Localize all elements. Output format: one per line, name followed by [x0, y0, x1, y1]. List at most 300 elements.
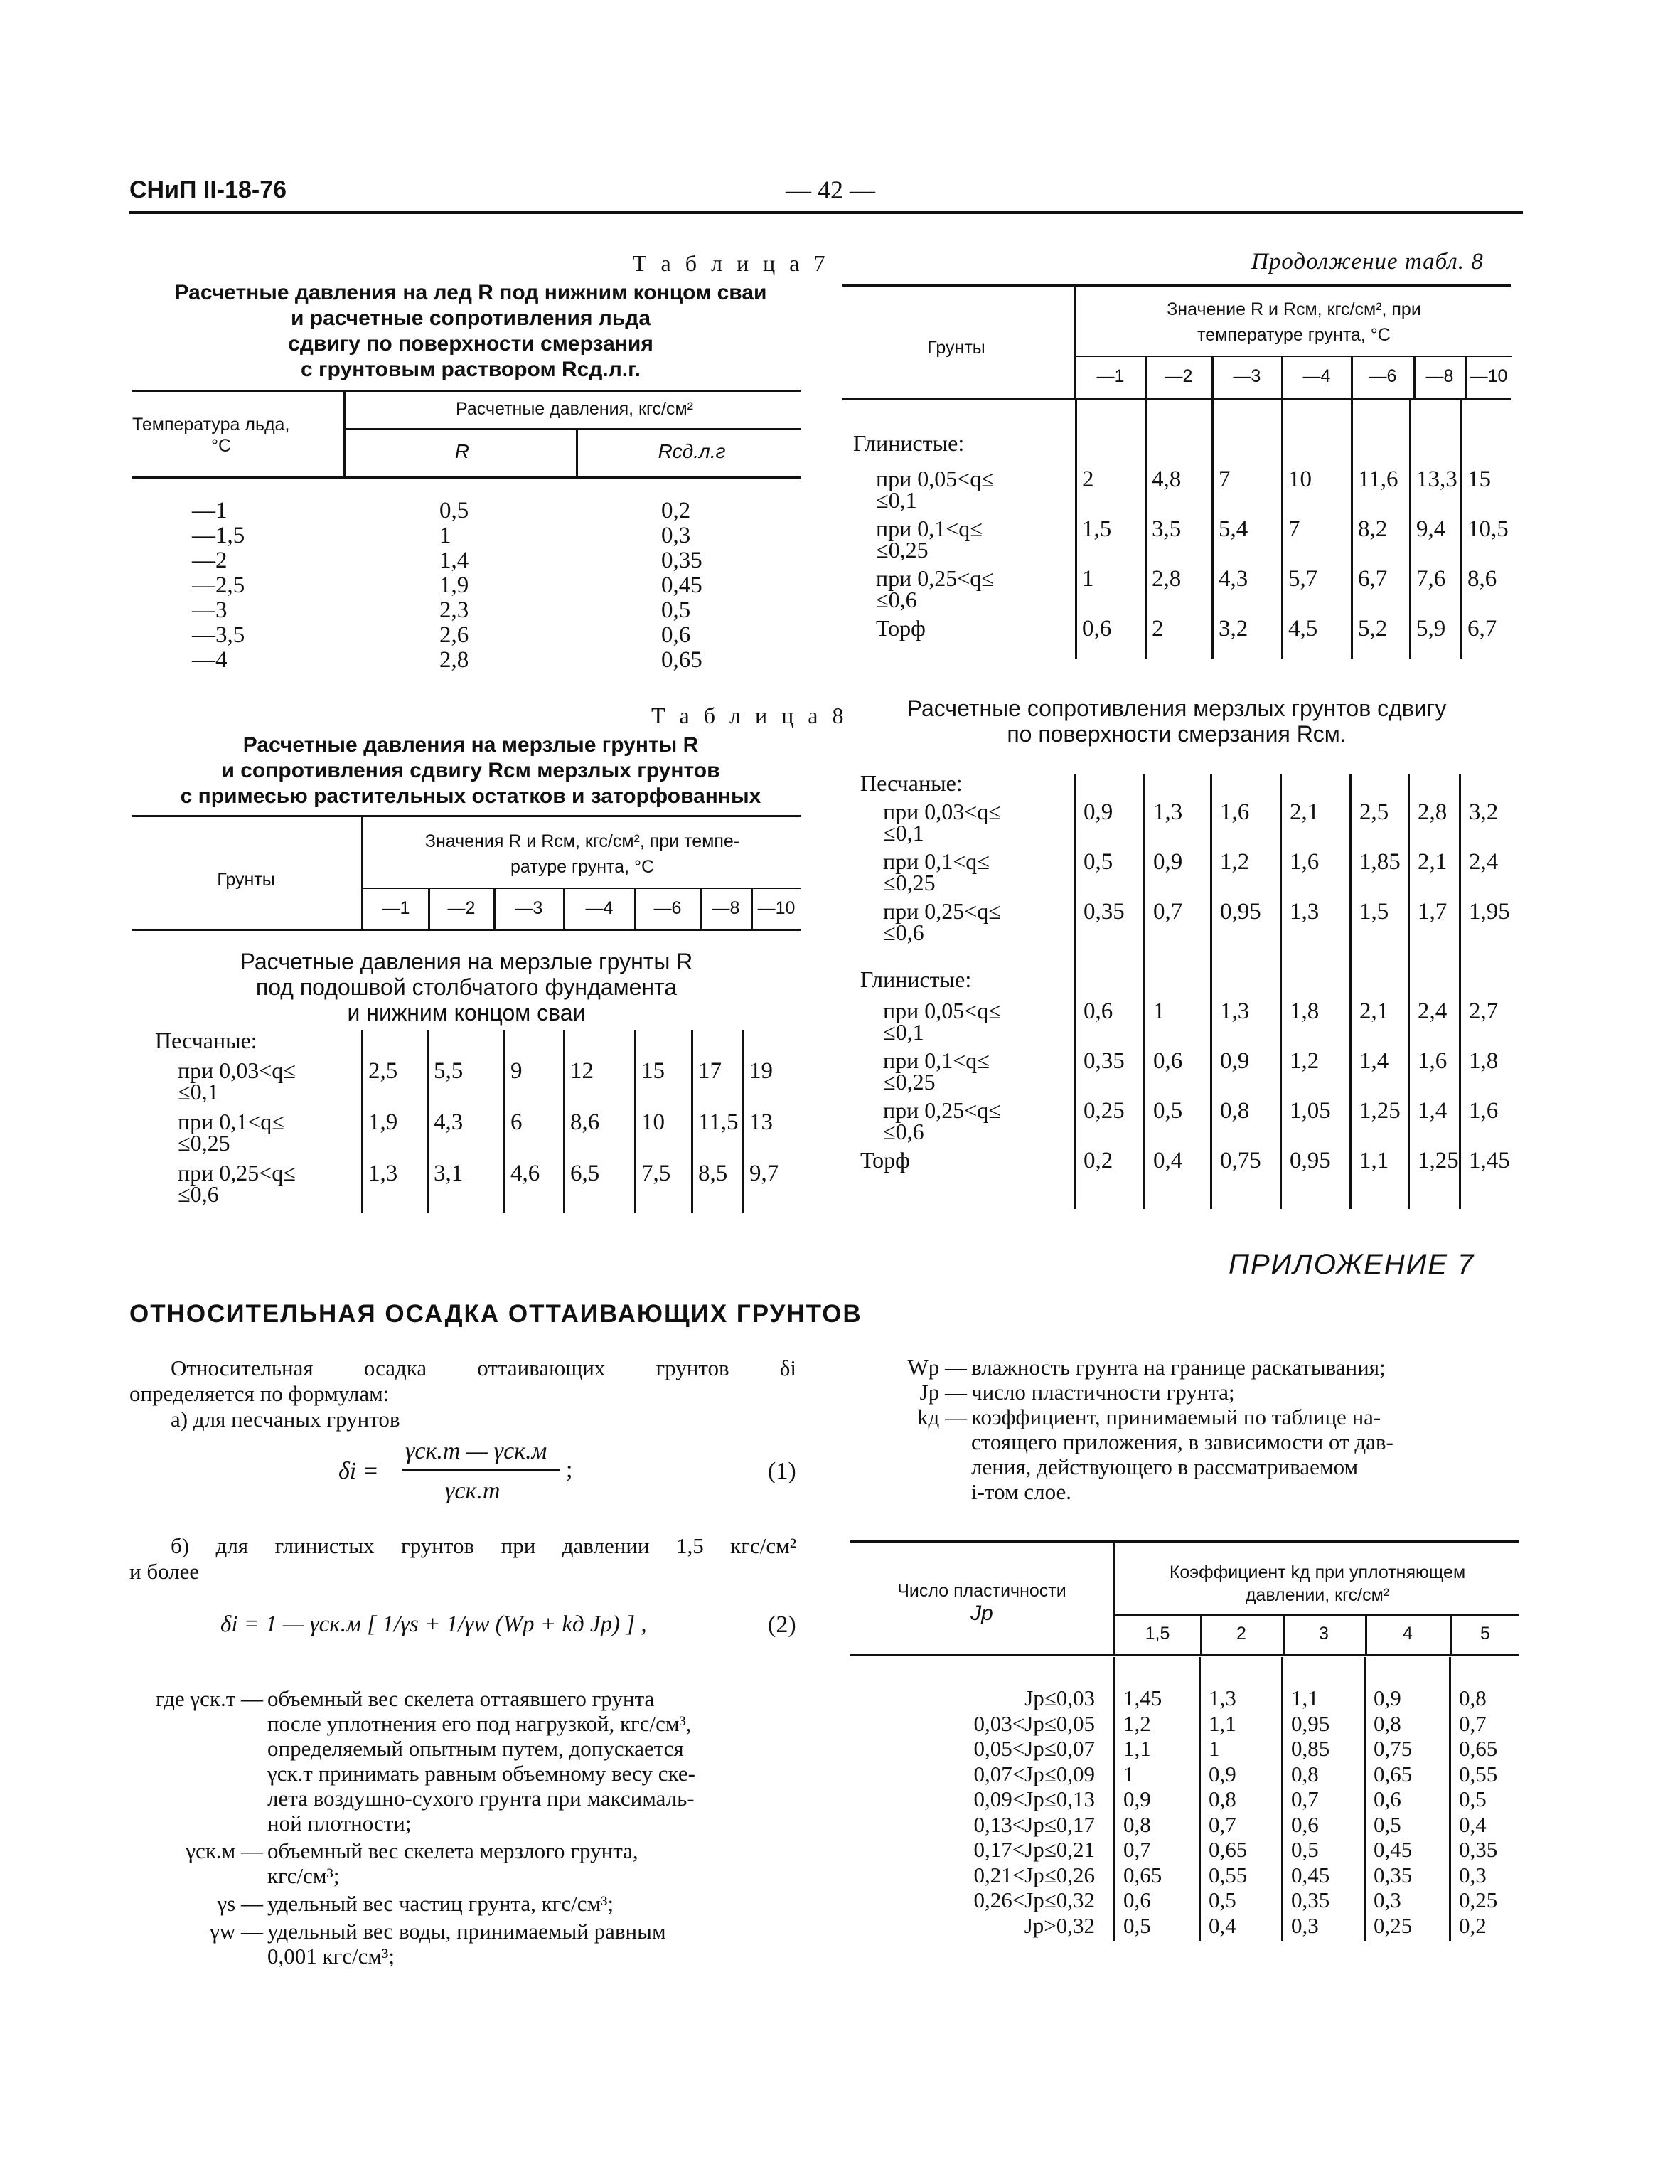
- kd-head-bottom-rule: [850, 1654, 1519, 1656]
- table8cont-value: 2,5: [1359, 799, 1389, 825]
- kd-jp: 0,21<Jр≤0,26: [973, 1863, 1095, 1887]
- table8cont-clay2-label: Глинистые:: [860, 966, 972, 992]
- table7-temp: —3,5: [192, 622, 245, 648]
- table8-top-rule: [132, 815, 801, 817]
- table8-header-group-2: ратуре грунта, °С: [510, 857, 655, 877]
- table8cont-value: 13,3: [1416, 467, 1457, 492]
- kd-jp: Jр>0,32: [1024, 1913, 1095, 1938]
- kd-jp: 0,05<Jр≤0,07: [973, 1736, 1095, 1761]
- table8cont-row-label: при 0,1<q≤: [883, 848, 990, 874]
- table8cont-row-label: при 0,05<q≤: [883, 998, 1001, 1023]
- table8cont-value: 1,95: [1469, 899, 1510, 925]
- table7-temp: —1: [192, 498, 228, 523]
- table8-value: 9,7: [749, 1161, 779, 1186]
- table8cont-value: 1,25: [1359, 1098, 1401, 1124]
- table8cont-temp-divider: [1413, 357, 1416, 398]
- table8cont-row-label: при 0,03<q≤: [883, 799, 1001, 824]
- kd-value: 0,7: [1459, 1711, 1487, 1736]
- table7-Rsd: 0,3: [661, 523, 691, 548]
- table8cont-value: 0,35: [1084, 899, 1125, 925]
- table8cont-value: 0,25: [1084, 1098, 1125, 1124]
- table8cont-header-group-1: Значение R и Rсм, кгс/см², при: [1167, 299, 1421, 319]
- table8cont-col-divider: [1074, 774, 1076, 1209]
- table8cont-value: 1,6: [1469, 1098, 1499, 1124]
- table7-header-Rsd: Rсд.л.г: [658, 440, 726, 462]
- kd-value: 1,1: [1209, 1711, 1236, 1736]
- table8cont-value: 5,7: [1288, 566, 1318, 592]
- table8-temp-divider: [493, 889, 496, 929]
- table8cont-row-label: ≤0,6: [883, 1119, 924, 1144]
- table8cont-header-soil: Грунты: [927, 338, 985, 358]
- table8-row-label: ≤0,25: [178, 1130, 230, 1156]
- kd-col-divider: [1281, 1657, 1283, 1941]
- table7-R: 1,4: [439, 548, 469, 573]
- table8cont-value: 1: [1082, 566, 1094, 592]
- where-symbol: Wр —: [907, 1355, 967, 1380]
- where-text: кгс/см³;: [267, 1863, 340, 1888]
- formula2: δi = 1 — γск.м [ 1/γs + 1/γw (Wp + kд Jp) ] ,: [220, 1612, 647, 1637]
- table8-sand-label: Песчаные:: [155, 1028, 257, 1053]
- table8cont-value: 1,6: [1290, 849, 1320, 875]
- table8cont-value: 1,4: [1359, 1048, 1389, 1074]
- kd-jp: 0,26<Jр≤0,32: [973, 1887, 1095, 1912]
- kd-value: 0,35: [1374, 1863, 1413, 1887]
- page-number: — 42 —: [786, 176, 875, 204]
- kd-value: 0,25: [1374, 1913, 1413, 1938]
- table8cont-row-label: ≤0,1: [883, 820, 924, 846]
- where-text: влажность грунта на границе раскатывания;: [971, 1355, 1386, 1380]
- kd-header-group-1: Коэффициент kд при уплотняющем: [1169, 1562, 1466, 1582]
- table8cont-row-label: ≤0,1: [876, 487, 917, 513]
- table7-Rsd: 0,6: [661, 622, 691, 648]
- table7-R: 1,9: [439, 572, 469, 598]
- formula1-number: (1): [768, 1458, 796, 1484]
- kd-value: 0,3: [1459, 1863, 1487, 1887]
- where-symbol: γw —: [210, 1919, 263, 1944]
- kd-jp: 0,13<Jр≤0,17: [973, 1812, 1095, 1837]
- where-text: γск.т принимать равным объемному весу ске-: [267, 1761, 695, 1786]
- kd-col-divider: [1449, 1657, 1451, 1941]
- table8-header-group-1: Значения R и Rсм, кгс/см², при темпе-: [424, 831, 740, 851]
- table8cont-value: 2,1: [1418, 849, 1448, 875]
- table8cont-value: 1,7: [1418, 899, 1448, 925]
- formula1-fraction-bar: [402, 1469, 560, 1471]
- table8cont-temp: —2: [1165, 366, 1193, 386]
- kd-value: 0,5: [1459, 1786, 1487, 1811]
- kd-value: 1,1: [1123, 1736, 1151, 1761]
- kd-value: 0,8: [1374, 1711, 1401, 1736]
- kd-value: 0,7: [1209, 1812, 1236, 1837]
- table8cont-row-label: ≤0,6: [876, 587, 917, 612]
- kd-jp: Jр≤0,03: [1024, 1685, 1095, 1710]
- formula2-number: (2): [768, 1612, 796, 1638]
- table8cont-temp-divider: [1465, 357, 1467, 398]
- table8-value: 15: [641, 1058, 665, 1084]
- where-text: удельный вес воды, принимаемый равным: [267, 1919, 666, 1944]
- table8-caption-3: с примесью растительных остатков и заторфованных: [180, 784, 761, 808]
- table8-temp: —8: [712, 898, 740, 918]
- table7-caption-4: с грунтовым раствором Rсд.л.г.: [301, 358, 641, 381]
- table8cont-value: 5,9: [1416, 616, 1446, 641]
- where-text: удельный вес частиц грунта, кгс/см³;: [267, 1891, 614, 1916]
- table8cont-col-divider: [1210, 774, 1212, 1209]
- table7-header-R: R: [454, 440, 470, 462]
- table8cont-temp-divider: [1281, 357, 1283, 398]
- where-text: ления, действующего в рассматриваемом: [971, 1454, 1359, 1479]
- table8cont-value: 8,2: [1358, 516, 1388, 542]
- table8cont-row-label: при 0,25<q≤: [883, 1097, 1001, 1123]
- table8cont-clay-label: Глинистые:: [853, 430, 965, 456]
- table8-value: 7,5: [641, 1161, 671, 1186]
- table8-col-divider: [742, 1030, 744, 1213]
- kd-value: 0,85: [1291, 1736, 1330, 1761]
- table8cont-row-label: при 0,05<q≤: [876, 466, 994, 491]
- table8cont-header-group-2: температуре грунта, °С: [1197, 325, 1391, 345]
- table8-value: 5,5: [434, 1058, 464, 1084]
- table8cont-value: 7: [1219, 467, 1231, 492]
- table8-value: 8,5: [698, 1161, 728, 1186]
- table8cont-row-label: при 0,25<q≤: [876, 565, 994, 591]
- table8-temp: —2: [447, 898, 476, 918]
- where-symbol: где γск.т —: [155, 1686, 263, 1711]
- table8cont-value: 8,6: [1467, 566, 1497, 592]
- where-text: i-том слое.: [971, 1479, 1071, 1504]
- table8cont-value: 15: [1467, 467, 1491, 492]
- where-text: число пластичности грунта;: [971, 1380, 1235, 1405]
- table7-top-rule: [132, 390, 801, 392]
- table7-Rsd: 0,65: [661, 647, 702, 673]
- table7-vrule-1: [343, 391, 346, 476]
- kd-value: 0,5: [1123, 1913, 1151, 1938]
- table8cont-row-label: ≤0,25: [876, 537, 929, 563]
- table8cont-section2-1: Расчетные сопротивления мерзлых грунтов сдвигу: [906, 696, 1447, 721]
- table8cont-temp: —6: [1369, 366, 1397, 386]
- kd-jp: 0,07<Jр≤0,09: [973, 1762, 1095, 1786]
- table8-row-label: при 0,25<q≤: [178, 1160, 296, 1186]
- kd-value: 0,55: [1459, 1762, 1498, 1786]
- table7-Rsd: 0,5: [661, 597, 691, 623]
- table8cont-value: 1,05: [1290, 1098, 1331, 1124]
- table7-sub-rule: [345, 428, 801, 430]
- table8cont-value: 0,5: [1084, 849, 1113, 875]
- table8cont-row-label: ≤0,6: [883, 920, 924, 945]
- table8cont-value: 1,4: [1418, 1098, 1448, 1124]
- table8cont-value: 1,8: [1290, 998, 1320, 1024]
- kd-value: 0,25: [1459, 1887, 1498, 1912]
- table8cont-value: 6,7: [1467, 616, 1497, 641]
- table7-Rsd: 0,35: [661, 548, 702, 573]
- table8-temp-divider: [428, 889, 430, 929]
- kd-pressure-divider: [1200, 1616, 1202, 1654]
- kd-pressure: 2: [1236, 1624, 1246, 1644]
- table8cont-value: 10: [1288, 467, 1312, 492]
- kd-jp: 0,09<Jр≤0,13: [973, 1786, 1095, 1811]
- table8cont-value: 3,2: [1219, 616, 1248, 641]
- kd-value: 0,8: [1459, 1685, 1487, 1710]
- table7-temp: —2: [192, 548, 228, 573]
- kd-pressure: 3: [1319, 1624, 1329, 1644]
- table8cont-row-label: Торф: [860, 1147, 910, 1173]
- table8cont-value: 0,2: [1084, 1148, 1113, 1173]
- where-symbol: Jр —: [919, 1380, 967, 1405]
- table8cont-value: 7,6: [1416, 566, 1446, 592]
- table8cont-value: 1,5: [1082, 516, 1112, 542]
- table7-R: 0,5: [439, 498, 469, 523]
- formula1-lhs: δi =: [338, 1458, 379, 1484]
- table8-value: 6,5: [570, 1161, 600, 1186]
- table7-temp: —2,5: [192, 572, 245, 598]
- where-text: 0,001 кгс/см³;: [267, 1944, 395, 1969]
- table8cont-value: 1: [1153, 998, 1165, 1024]
- table8cont-value: 1,5: [1359, 899, 1389, 925]
- kd-value: 0,65: [1209, 1837, 1248, 1862]
- table8cont-col-divider: [1408, 774, 1410, 1209]
- table8-value: 13: [749, 1109, 773, 1135]
- table8cont-value: 0,4: [1153, 1148, 1183, 1173]
- kd-value: 1: [1209, 1736, 1220, 1761]
- table8cont-value: 4,5: [1288, 616, 1318, 641]
- table8-value: 1,9: [368, 1109, 398, 1135]
- table8cont-value: 1,2: [1220, 849, 1250, 875]
- table8-value: 6: [510, 1109, 523, 1135]
- table7-caption-3: сдвигу по поверхности смерзания: [288, 332, 653, 356]
- appendix-intro-2: определяется по формулам:: [129, 1381, 390, 1406]
- table8-temp-divider: [563, 889, 565, 929]
- kd-value: 0,8: [1123, 1812, 1151, 1837]
- table7-Rsd: 0,2: [661, 498, 691, 523]
- table8cont-value: 0,8: [1220, 1098, 1250, 1124]
- table7-header-temp-1: Температура льда,: [132, 415, 290, 435]
- table8cont-value: 1,3: [1220, 998, 1250, 1024]
- kd-value: 1,45: [1123, 1685, 1162, 1710]
- table8cont-value: 1,2: [1290, 1048, 1320, 1074]
- table8-temp-divider: [700, 889, 702, 929]
- table8cont-value: 0,6: [1082, 616, 1112, 641]
- kd-value: 0,45: [1374, 1837, 1413, 1862]
- table8cont-row-label: ≤0,1: [883, 1019, 924, 1045]
- table7-header-group: Расчетные давления, кгс/см²: [456, 399, 693, 419]
- table8-head-bottom-rule: [132, 929, 801, 931]
- kd-jp: 0,17<Jр≤0,21: [973, 1837, 1095, 1862]
- table8cont-value: 0,95: [1290, 1148, 1331, 1173]
- table7-caption-1: Расчетные давления на лед R под нижним концом сваи: [174, 281, 767, 304]
- table8cont-col-divider: [1211, 400, 1214, 659]
- table8-temp-divider: [751, 889, 753, 929]
- kd-value: 0,45: [1291, 1863, 1330, 1887]
- table8cont-temp: —10: [1470, 366, 1508, 386]
- kd-value: 0,4: [1459, 1812, 1487, 1837]
- table8cont-value: 2,4: [1418, 998, 1448, 1024]
- kd-value: 0,6: [1374, 1786, 1401, 1811]
- appendix-intro-1: Относительная осадка оттаивающих грунтов δi: [171, 1355, 796, 1380]
- kd-value: 0,5: [1291, 1837, 1319, 1862]
- kd-value: 0,4: [1209, 1913, 1236, 1938]
- table7-R: 2,3: [439, 597, 469, 623]
- kd-value: 0,3: [1291, 1913, 1319, 1938]
- table8cont-row-label: при 0,25<q≤: [883, 898, 1001, 924]
- kd-value: 0,6: [1123, 1887, 1151, 1912]
- table8-row-label: при 0,1<q≤: [178, 1109, 284, 1134]
- kd-col-divider: [1199, 1657, 1201, 1941]
- kd-value: 1,1: [1291, 1685, 1319, 1710]
- where-text: после уплотнения его под нагрузкой, кгс/см³,: [267, 1711, 692, 1736]
- kd-value: 0,9: [1209, 1762, 1236, 1786]
- table8cont-value: 2,7: [1469, 998, 1499, 1024]
- kd-vrule-head: [1113, 1542, 1115, 1656]
- table8-number: Т а б л и ц а 8: [651, 703, 848, 728]
- table8cont-temp: —1: [1096, 366, 1125, 386]
- table8-value: 11,5: [698, 1109, 739, 1135]
- table8cont-value: 5,4: [1219, 516, 1248, 542]
- kd-value: 0,65: [1459, 1736, 1498, 1761]
- table8cont-value: 9,4: [1416, 516, 1446, 542]
- table7-R: 1: [439, 523, 451, 548]
- kd-pressure-divider: [1283, 1616, 1285, 1654]
- table8cont-col-divider: [1409, 400, 1411, 659]
- table8-value: 1,3: [368, 1161, 398, 1186]
- table7-Rsd: 0,45: [661, 572, 702, 598]
- table8cont-value: 0,35: [1084, 1048, 1125, 1074]
- kd-value: 0,55: [1209, 1863, 1248, 1887]
- formula1-end: ;: [566, 1456, 573, 1483]
- appendix-b-1: б) для глинистых грунтов при давлении 1,5 кгс/см²: [171, 1533, 796, 1558]
- table8-value: 12: [570, 1058, 594, 1084]
- table8cont-value: 3,5: [1152, 516, 1182, 542]
- table8cont-section2-2: по поверхности смерзания Rсм.: [1007, 721, 1347, 747]
- where-text: объемный вес скелета оттаявшего грунта: [267, 1686, 655, 1711]
- kd-header-jp-2: Jр: [970, 1602, 993, 1625]
- kd-col-divider: [1364, 1657, 1366, 1941]
- table7-vrule-2: [576, 430, 578, 476]
- table8cont-sand-label: Песчаные:: [860, 770, 963, 796]
- table8cont-value: 6,7: [1358, 566, 1388, 592]
- table8cont-col-divider: [1281, 400, 1283, 659]
- table8cont-value: 7: [1288, 516, 1300, 542]
- table8cont-row-label: при 0,1<q≤: [876, 516, 983, 541]
- table8cont-col-divider: [1349, 774, 1352, 1209]
- table8cont-temp: —4: [1302, 366, 1331, 386]
- table8cont-value: 11,6: [1358, 467, 1398, 492]
- table8-col-divider: [503, 1030, 505, 1213]
- table8cont-top-rule: [842, 284, 1511, 287]
- table7-R: 2,8: [439, 647, 469, 673]
- table8cont-col-divider: [1459, 774, 1461, 1209]
- table8cont-value: 0,95: [1220, 899, 1261, 925]
- kd-jp: 0,03<Jр≤0,05: [973, 1711, 1095, 1736]
- table8cont-value: 1,3: [1153, 799, 1183, 825]
- table8cont-value: 2,8: [1152, 566, 1182, 592]
- table8-temp: —6: [653, 898, 682, 918]
- table7-number: Т а б л и ц а 7: [633, 250, 830, 276]
- table7-head-bottom-rule: [132, 476, 801, 479]
- kd-pressure: 1,5: [1145, 1624, 1170, 1644]
- kd-value: 0,8: [1291, 1762, 1319, 1786]
- table8cont-col-divider: [1145, 400, 1147, 659]
- table8cont-value: 4,8: [1152, 467, 1182, 492]
- table8-value: 3,1: [434, 1161, 464, 1186]
- table8cont-value: 5,2: [1358, 616, 1388, 641]
- table8-value: 8,6: [570, 1109, 600, 1135]
- table7-R: 2,6: [439, 622, 469, 648]
- table7-header-temp-2: °С: [210, 436, 232, 456]
- table8cont-row-label: при 0,1<q≤: [883, 1048, 990, 1073]
- table8-caption-2: и сопротивления сдвигу Rсм мерзлых грунтов: [221, 759, 720, 782]
- table8-value: 19: [749, 1058, 773, 1084]
- table8cont-value: 0,75: [1220, 1148, 1261, 1173]
- table8cont-value: 2,4: [1469, 849, 1499, 875]
- table8-col-divider: [634, 1030, 636, 1213]
- table8cont-col-divider: [1351, 400, 1353, 659]
- table8-header-soil: Грунты: [217, 870, 275, 890]
- doc-code: СНиП II-18-76: [129, 176, 287, 203]
- table8cont-value: 1,8: [1469, 1048, 1499, 1074]
- kd-value: 0,95: [1291, 1711, 1330, 1736]
- kd-value: 0,65: [1123, 1863, 1162, 1887]
- kd-value: 0,7: [1123, 1837, 1151, 1862]
- kd-value: 0,2: [1459, 1913, 1487, 1938]
- table8-row-label: при 0,03<q≤: [178, 1058, 296, 1083]
- table8cont-temp-divider: [1145, 357, 1147, 398]
- table8cont-value: 0,6: [1084, 998, 1113, 1024]
- where-text: объемный вес скелета мерзлого грунта,: [267, 1838, 638, 1863]
- table7-temp: —3: [192, 597, 228, 623]
- kd-pressure-divider: [1450, 1616, 1452, 1654]
- table8cont-value: 1,3: [1290, 899, 1320, 925]
- table8-vrule-head: [361, 816, 363, 930]
- table8cont-row-label: ≤0,25: [883, 1069, 936, 1094]
- table8cont-value: 1,6: [1418, 1048, 1448, 1074]
- kd-value: 0,9: [1123, 1786, 1151, 1811]
- table8cont-value: 1,1: [1359, 1148, 1389, 1173]
- table8cont-value: 1,6: [1220, 799, 1250, 825]
- table8-value: 9: [510, 1058, 523, 1084]
- table8cont-value: 0,9: [1220, 1048, 1250, 1074]
- table8cont-value: 2: [1152, 616, 1164, 641]
- table8-section1-2: под подошвой столбчатого фундамента: [255, 974, 678, 1000]
- table8cont-temp: —3: [1233, 366, 1261, 386]
- kd-value: 0,35: [1291, 1887, 1330, 1912]
- table8cont-value: 0,7: [1153, 899, 1183, 925]
- kd-value: 0,9: [1374, 1685, 1401, 1710]
- table7-temp: —1,5: [192, 523, 245, 548]
- kd-col-divider: [1113, 1657, 1115, 1941]
- formula1-denominator: γск.т: [445, 1478, 501, 1504]
- formula1-numerator: γск.т — γск.м: [405, 1438, 547, 1464]
- appendix-label: ПРИЛОЖЕНИЕ 7: [1229, 1249, 1475, 1280]
- kd-value: 0,35: [1459, 1837, 1498, 1862]
- table8cont-value: 10,5: [1467, 516, 1509, 542]
- kd-pressure-divider: [1365, 1616, 1367, 1654]
- table8cont-value: 0,9: [1153, 849, 1183, 875]
- kd-header-jp-1: Число пластичности: [897, 1581, 1066, 1601]
- table8cont-col-divider: [1143, 774, 1145, 1209]
- header-rule: [129, 211, 1523, 214]
- kd-value: 1,2: [1123, 1711, 1151, 1736]
- kd-value: 0,7: [1291, 1786, 1319, 1811]
- table8-temp: —1: [382, 898, 410, 918]
- where-text: коэффициент, принимаемый по таблице на-: [971, 1405, 1381, 1429]
- table8cont-vrule-head: [1074, 286, 1076, 398]
- table8cont-value: 2,1: [1359, 998, 1389, 1024]
- table8-section1-1: Расчетные давления на мерзлые грунты R: [240, 949, 693, 974]
- appendix-title: ОТНОСИТЕЛЬНАЯ ОСАДКА ОТТАИВАЮЩИХ ГРУНТОВ: [129, 1300, 862, 1328]
- table8cont-row-label: ≤0,25: [883, 870, 936, 895]
- table8-value: 4,6: [510, 1161, 540, 1186]
- table8-value: 2,5: [368, 1058, 398, 1084]
- table8cont-value: 0,9: [1084, 799, 1113, 825]
- kd-value: 0,5: [1209, 1887, 1236, 1912]
- table8cont-value: 2: [1082, 467, 1094, 492]
